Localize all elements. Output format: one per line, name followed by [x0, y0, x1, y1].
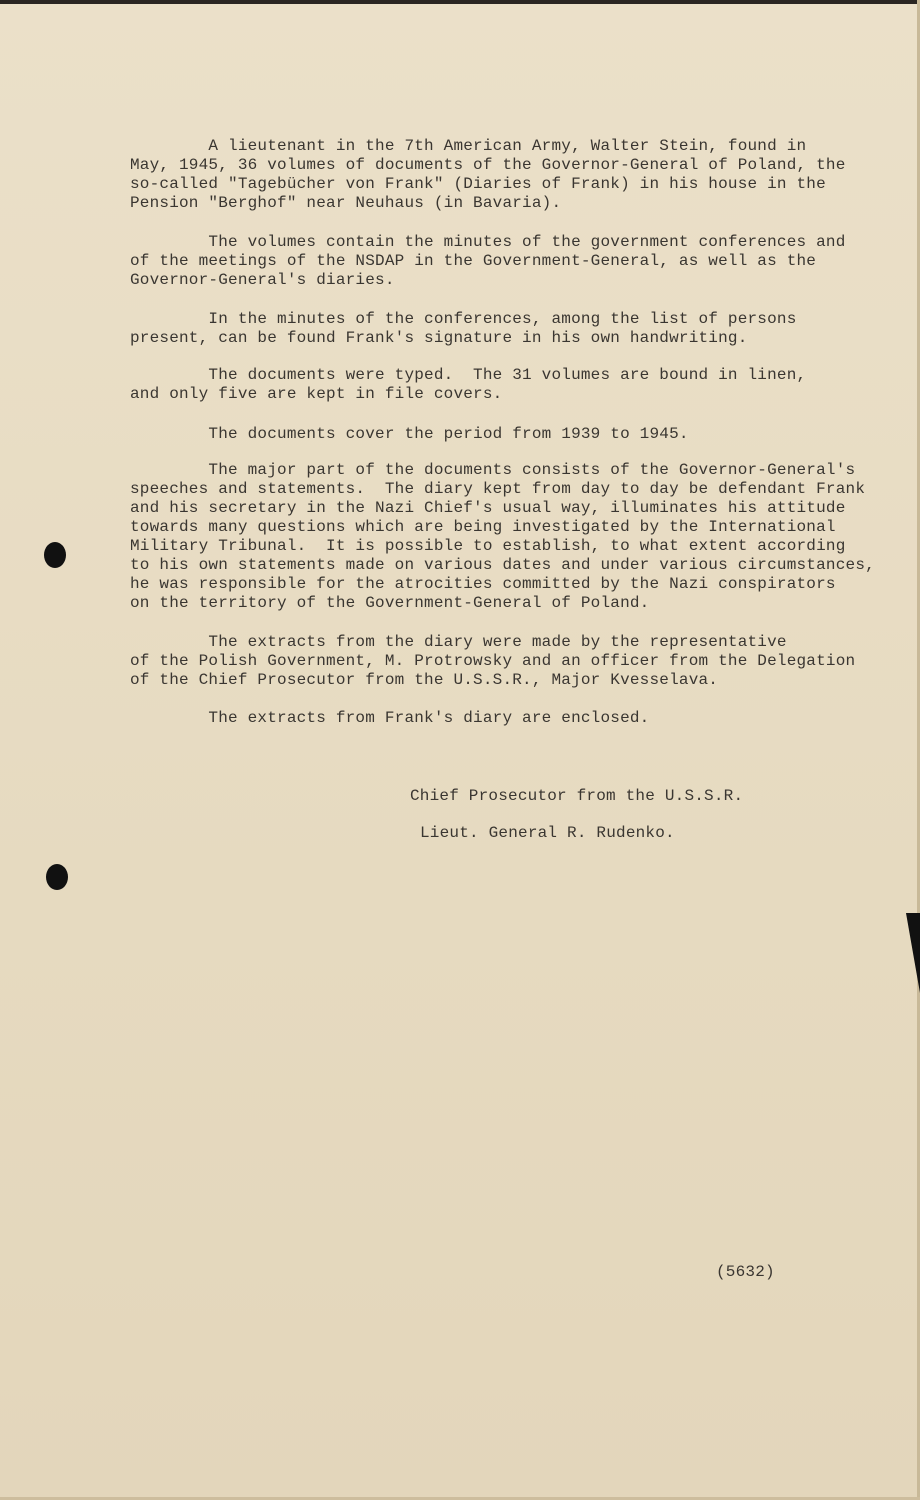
document-number: (5632)	[716, 1263, 775, 1281]
paragraph-major-part: The major part of the documents consists of the Governor-General's speeches and statements. The diary kept from day to day be defendant Frank and his secretary in the Nazi Chief's usual way, illuminates his attitude towards many questions which are being investigated by the International Military Tribunal. It is possible to establish, to what extent according to his own statements made on various dates and under various circumstances, he was responsible for the atrocities committed by the Nazi conspirators on the territory of the Government-General of Poland.	[130, 461, 875, 612]
paragraph-period: The documents cover the period from 1939 to 1945.	[130, 425, 689, 443]
punch-hole-top	[44, 542, 66, 568]
punch-hole-bottom	[46, 864, 68, 890]
paragraph-contents: The volumes contain the minutes of the government conferences and of the meetings of the NSDAP in the Government-General, as well as the Governor-General's diaries.	[130, 233, 846, 289]
paragraph-binding: The documents were typed. The 31 volumes are bound in linen, and only five are kept in file covers.	[130, 366, 807, 403]
signature-name: Lieut. General R. Rudenko.	[420, 824, 675, 842]
paragraph-discovery: A lieutenant in the 7th American Army, Walter Stein, found in May, 1945, 36 volumes of documents of the Governor-General of Poland, the so-called "Tagebücher von Frank" (Diaries of Frank) in his house in the Pension "Berghof" near Neuhaus (in Bavaria).	[130, 137, 846, 212]
paragraph-signature: In the minutes of the conferences, among the list of persons present, can be found Frank's signature in his own handwriting.	[130, 310, 797, 347]
paragraph-extracts-made: The extracts from the diary were made by the representative of the Polish Government, M. Protrowsky and an officer from the Delegation of the Chief Prosecutor from the U.S.S.R., Major Kvesselava.	[130, 633, 856, 689]
signature-title: Chief Prosecutor from the U.S.S.R.	[410, 787, 744, 805]
paragraph-enclosed: The extracts from Frank's diary are enclosed.	[130, 709, 650, 727]
binder-clip-mark	[906, 913, 920, 993]
